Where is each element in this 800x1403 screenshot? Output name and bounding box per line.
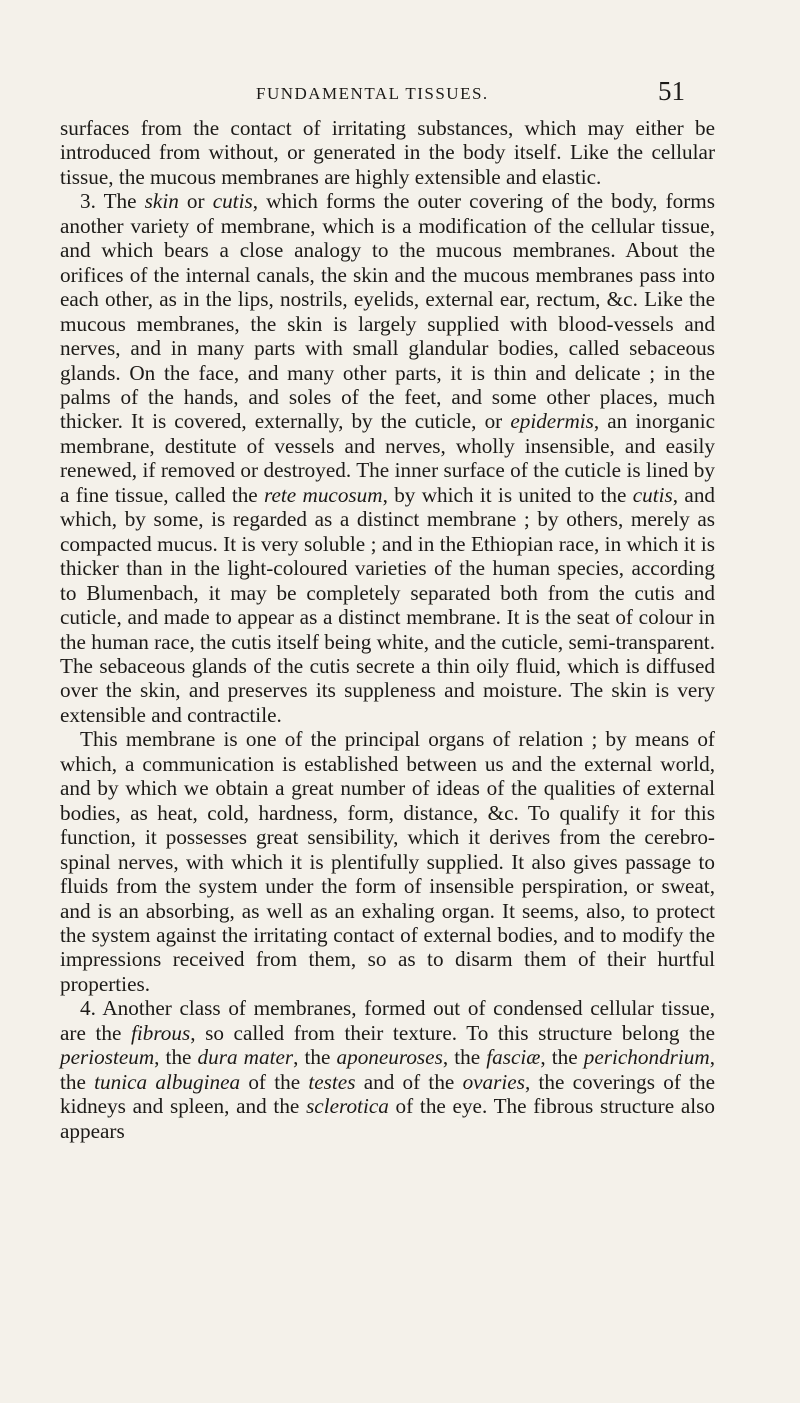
text-run: of the [240, 1069, 309, 1094]
text-run: , so called from their texture. To this structure belong the [190, 1020, 716, 1045]
italic-term: cutis [632, 482, 673, 507]
italic-term: fibrous [130, 1020, 191, 1045]
paragraph-continuation [60, 116, 715, 189]
text-run: , and which, by some, is regarded as a distinct membrane ; by others, merely as compacted mucus. It is very soluble ; and in the Ethiopian race, in which it is thicker than in the light-coloured varieties of the human species, according to Blumenbach, it may be completely separated both from the cutis and cuticle, and made to appear as a distinct membrane. It is the seat of colour in the human race, the cutis itself being white, and the cuticle, semi-transparent. The sebaceous glands of the cutis secrete a thin oily fluid, which is diffused over the skin, and preserves its suppleness and moisture. The skin is very extensible and contractile. [60, 482, 716, 727]
italic-term: epidermis [510, 409, 594, 434]
text-run: and of the [355, 1069, 463, 1094]
text-run: , the [60, 1045, 715, 1094]
text-run: of the eye. The fibrous structure also appears [60, 1094, 716, 1143]
text-run: , the [442, 1045, 487, 1070]
text-run: 3. The [80, 189, 145, 214]
italic-term: sclerotica [306, 1094, 389, 1119]
text-run: surfaces from the contact of irritating substances, which may either be introduced from without, or generated in the body itself. Like the cellular tissue, the mucous membranes are highly extensible and elastic. [60, 116, 715, 189]
text-run: , the [154, 1045, 198, 1070]
text-run: 4. Another class of membranes, formed out of condensed cellular tissue, are the [60, 996, 715, 1045]
text-run: , which forms the outer covering of the body, forms another variety of membrane, which is a modification of the cellular tissue, and which bears a close analogy to the mucous membranes. About the orifices of the internal canals, the skin and the mucous membranes pass into each other, as in the lips, nostrils, eyelids, external ear, rectum, &c. Like the mucous membranes, the skin is largely supplied with blood-vessels and nerves, and in many parts with small glandular bodies, called sebaceous glands. On the face, and many other parts, it is thin and delicate ; in the palms of the hands, and soles of the feet, and some other places, much thicker. It is covered, externally, by the cuticle, or [60, 189, 716, 434]
text-run: , the coverings of the kidneys and spleen, and the [60, 1069, 715, 1119]
running-title: FUNDAMENTAL TISSUES. [256, 84, 489, 103]
text-run: , an inorganic membrane, destitute of vessels and nerves, wholly insensible, and easily renewed, if removed or destroyed. The inner surface of the cuticle is lined by a fine tissue, called the [60, 409, 715, 507]
page-number: 51 [658, 76, 685, 106]
text-run: , the [293, 1045, 337, 1070]
italic-term: rete mucosum [264, 482, 383, 507]
italic-term: testes [308, 1069, 356, 1094]
italic-term: ovaries [462, 1069, 525, 1094]
italic-term: aponeuroses [336, 1045, 443, 1070]
text-run: or [178, 189, 213, 214]
italic-term: fasciæ [486, 1045, 541, 1070]
text-run: This membrane is one of the principal organs of relation ; by means of which, a communication is established between us and the external world, and by which we obtain a great number of ideas of the qualities of external bodies, as heat, cold, hardness, form, distance, &c. To qualify it for this function, it possesses great sensibility, which it derives from the cerebro-spinal nerves, with which it is plentifully supplied. It also gives passage to fluids from the system under the form of insensible perspiration, or sweat, and is an absorbing, as well as an exhaling organ. It seems, also, to protect the system against the irritating contact of external bodies, and to modify the impressions received from them, so as to disarm them of their hurtful properties. [60, 727, 715, 996]
italic-term: skin [144, 189, 179, 214]
italic-term: perichondrium [583, 1045, 710, 1070]
paragraph-fibrous [60, 996, 715, 1143]
page-header [0, 76, 800, 110]
italic-term: cutis [212, 189, 253, 214]
body-text [60, 116, 715, 1143]
text-run: , the [540, 1045, 584, 1070]
paragraph-relation [60, 727, 715, 996]
italic-term: periosteum [60, 1045, 155, 1070]
italic-term: dura mater [197, 1045, 294, 1070]
italic-term: tunica albuginea [94, 1069, 241, 1094]
text-run: , by which it is united to the [382, 482, 633, 507]
paragraph-skin [60, 189, 715, 727]
